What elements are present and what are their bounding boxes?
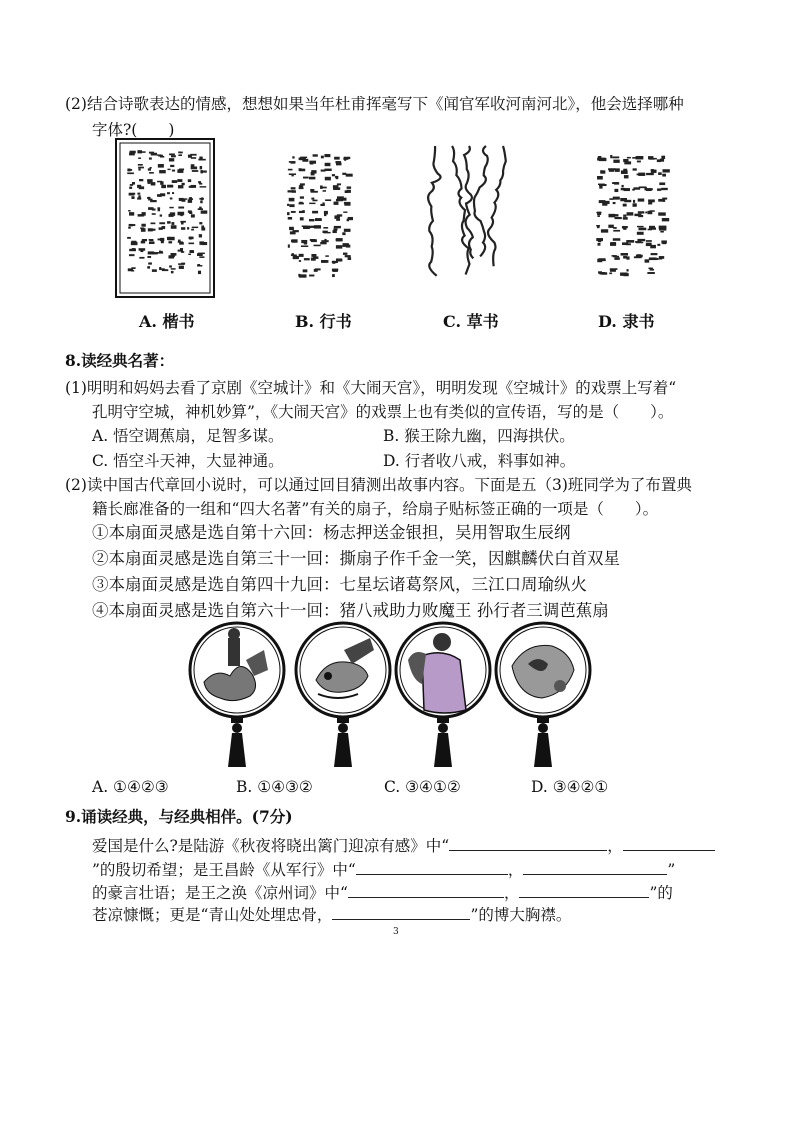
q8-2-option-d[interactable]: D. ③④②①: [531, 778, 609, 796]
q9-text-9: 苍凉慷慨；更是“青山处处埋忠骨，: [92, 906, 333, 924]
q8-2-option-b[interactable]: B. ①④③②: [236, 778, 313, 796]
q8-2-line1: (2)读中国古代章回小说时，可以通过回目猜测出故事内容。下面是五（3)班同学为了布置典: [65, 476, 692, 494]
q9-line3: [92, 881, 673, 903]
calligraphy-xingshu-image: [283, 150, 353, 290]
calligraphy-caoshu-image: [425, 140, 520, 295]
q9-text-1: 爱国是什么?是陆游《秋夜将晓出篱门迎凉有感》中“: [92, 837, 450, 855]
blank-luyou-1[interactable]: [449, 836, 607, 851]
calligraphy-kaishu-image: [115, 138, 215, 298]
q9-comma-3: ，: [503, 884, 520, 902]
q8-1-option-c[interactable]: C. 悟空斗天神，大显神通。: [92, 452, 284, 470]
blank-wangzhihuan-1[interactable]: [348, 883, 504, 898]
blank-wangzhihuan-2[interactable]: [519, 883, 649, 898]
q8-1-line2: 孔明守空城，神机妙算”，《大闹天宫》的戏票上也有类似的宣传语，写的是（ ）。: [92, 403, 674, 421]
q8-2-option-c[interactable]: C. ③④①②: [384, 778, 461, 796]
q9-text-3: ”的殷切希望；是王昌龄《从军行》中“: [92, 861, 356, 879]
q9-text-6: 的豪言壮语；是王之涣《凉州词》中“: [92, 884, 348, 902]
q8-1-option-b[interactable]: B. 猴王除九幽，四海拱伏。: [383, 427, 575, 445]
blank-luyou-2[interactable]: [623, 836, 715, 851]
q9-heading: 9.诵读经典，与经典相伴。(7分): [65, 807, 293, 826]
q8-1-line1: (1)明明和妈妈去看了京剧《空城计》和《大闹天宫》，明明发现《空城计》的戏票上写着“: [65, 379, 677, 397]
fan-label-1: ①本扇面灵感是选自第十六回：杨志押送金银担，吴用智取生辰纲: [92, 523, 571, 542]
q9-line2: [92, 858, 675, 880]
fan-label-3: ③本扇面灵感是选自第四十九回：七星坛诸葛祭风，三江口周瑜纵火: [92, 575, 587, 594]
blank-wangchangling-2[interactable]: [523, 860, 667, 875]
q9-line4: [92, 903, 571, 925]
q8-1-option-d[interactable]: D. 行者收八戒，料事如神。: [383, 452, 576, 470]
blank-qingshan[interactable]: [332, 905, 470, 920]
q9-text-8: ”的: [649, 884, 673, 902]
q7-2-line2: 字体?( ): [92, 121, 175, 139]
fan-illustration-4: [488, 620, 598, 770]
q8-2-option-a[interactable]: A. ①④②③: [92, 778, 169, 796]
fan-illustration-2: [288, 620, 398, 770]
q9-quote-close: ”: [667, 861, 676, 879]
fan-illustration-1: [182, 620, 292, 770]
q9-text-10: ”的博大胸襟。: [470, 906, 572, 924]
q9-comma-2: ，: [507, 861, 524, 879]
q9-line1: [92, 834, 715, 856]
option-c-caoshu[interactable]: C. 草书: [443, 312, 499, 331]
q8-2-line2: 籍长廊准备的一组和“四大名著”有关的扇子，给扇子贴标签正确的一项是（ ）。: [92, 500, 659, 518]
option-b-xingshu[interactable]: B. 行书: [295, 312, 352, 331]
fan-label-4: ④本扇面灵感是选自第六十一回：猪八戒助力败魔王 孙行者三调芭蕉扇: [92, 601, 609, 620]
option-a-kaishu[interactable]: A. 楷书: [139, 312, 195, 331]
page-number: 3: [393, 927, 399, 937]
fan-illustration-3: [388, 620, 498, 770]
q8-1-option-a[interactable]: A. 悟空调蕉扇，足智多谋。: [92, 427, 284, 445]
calligraphy-lishu-image: [590, 150, 670, 290]
blank-wangchangling-1[interactable]: [356, 860, 508, 875]
q8-heading: 8.读经典名著：: [65, 351, 175, 370]
q7-2-line1: (2)结合诗歌表达的情感，想想如果当年杜甫挥毫写下《闻官军收河南河北》，他会选择哪种: [65, 95, 684, 113]
fan-label-2: ②本扇面灵感是选自第三十一回：撕扇子作千金一笑，因麒麟伏白首双星: [92, 549, 620, 568]
option-d-lishu[interactable]: D. 隶书: [598, 312, 655, 331]
q9-comma-1: ，: [607, 837, 623, 855]
